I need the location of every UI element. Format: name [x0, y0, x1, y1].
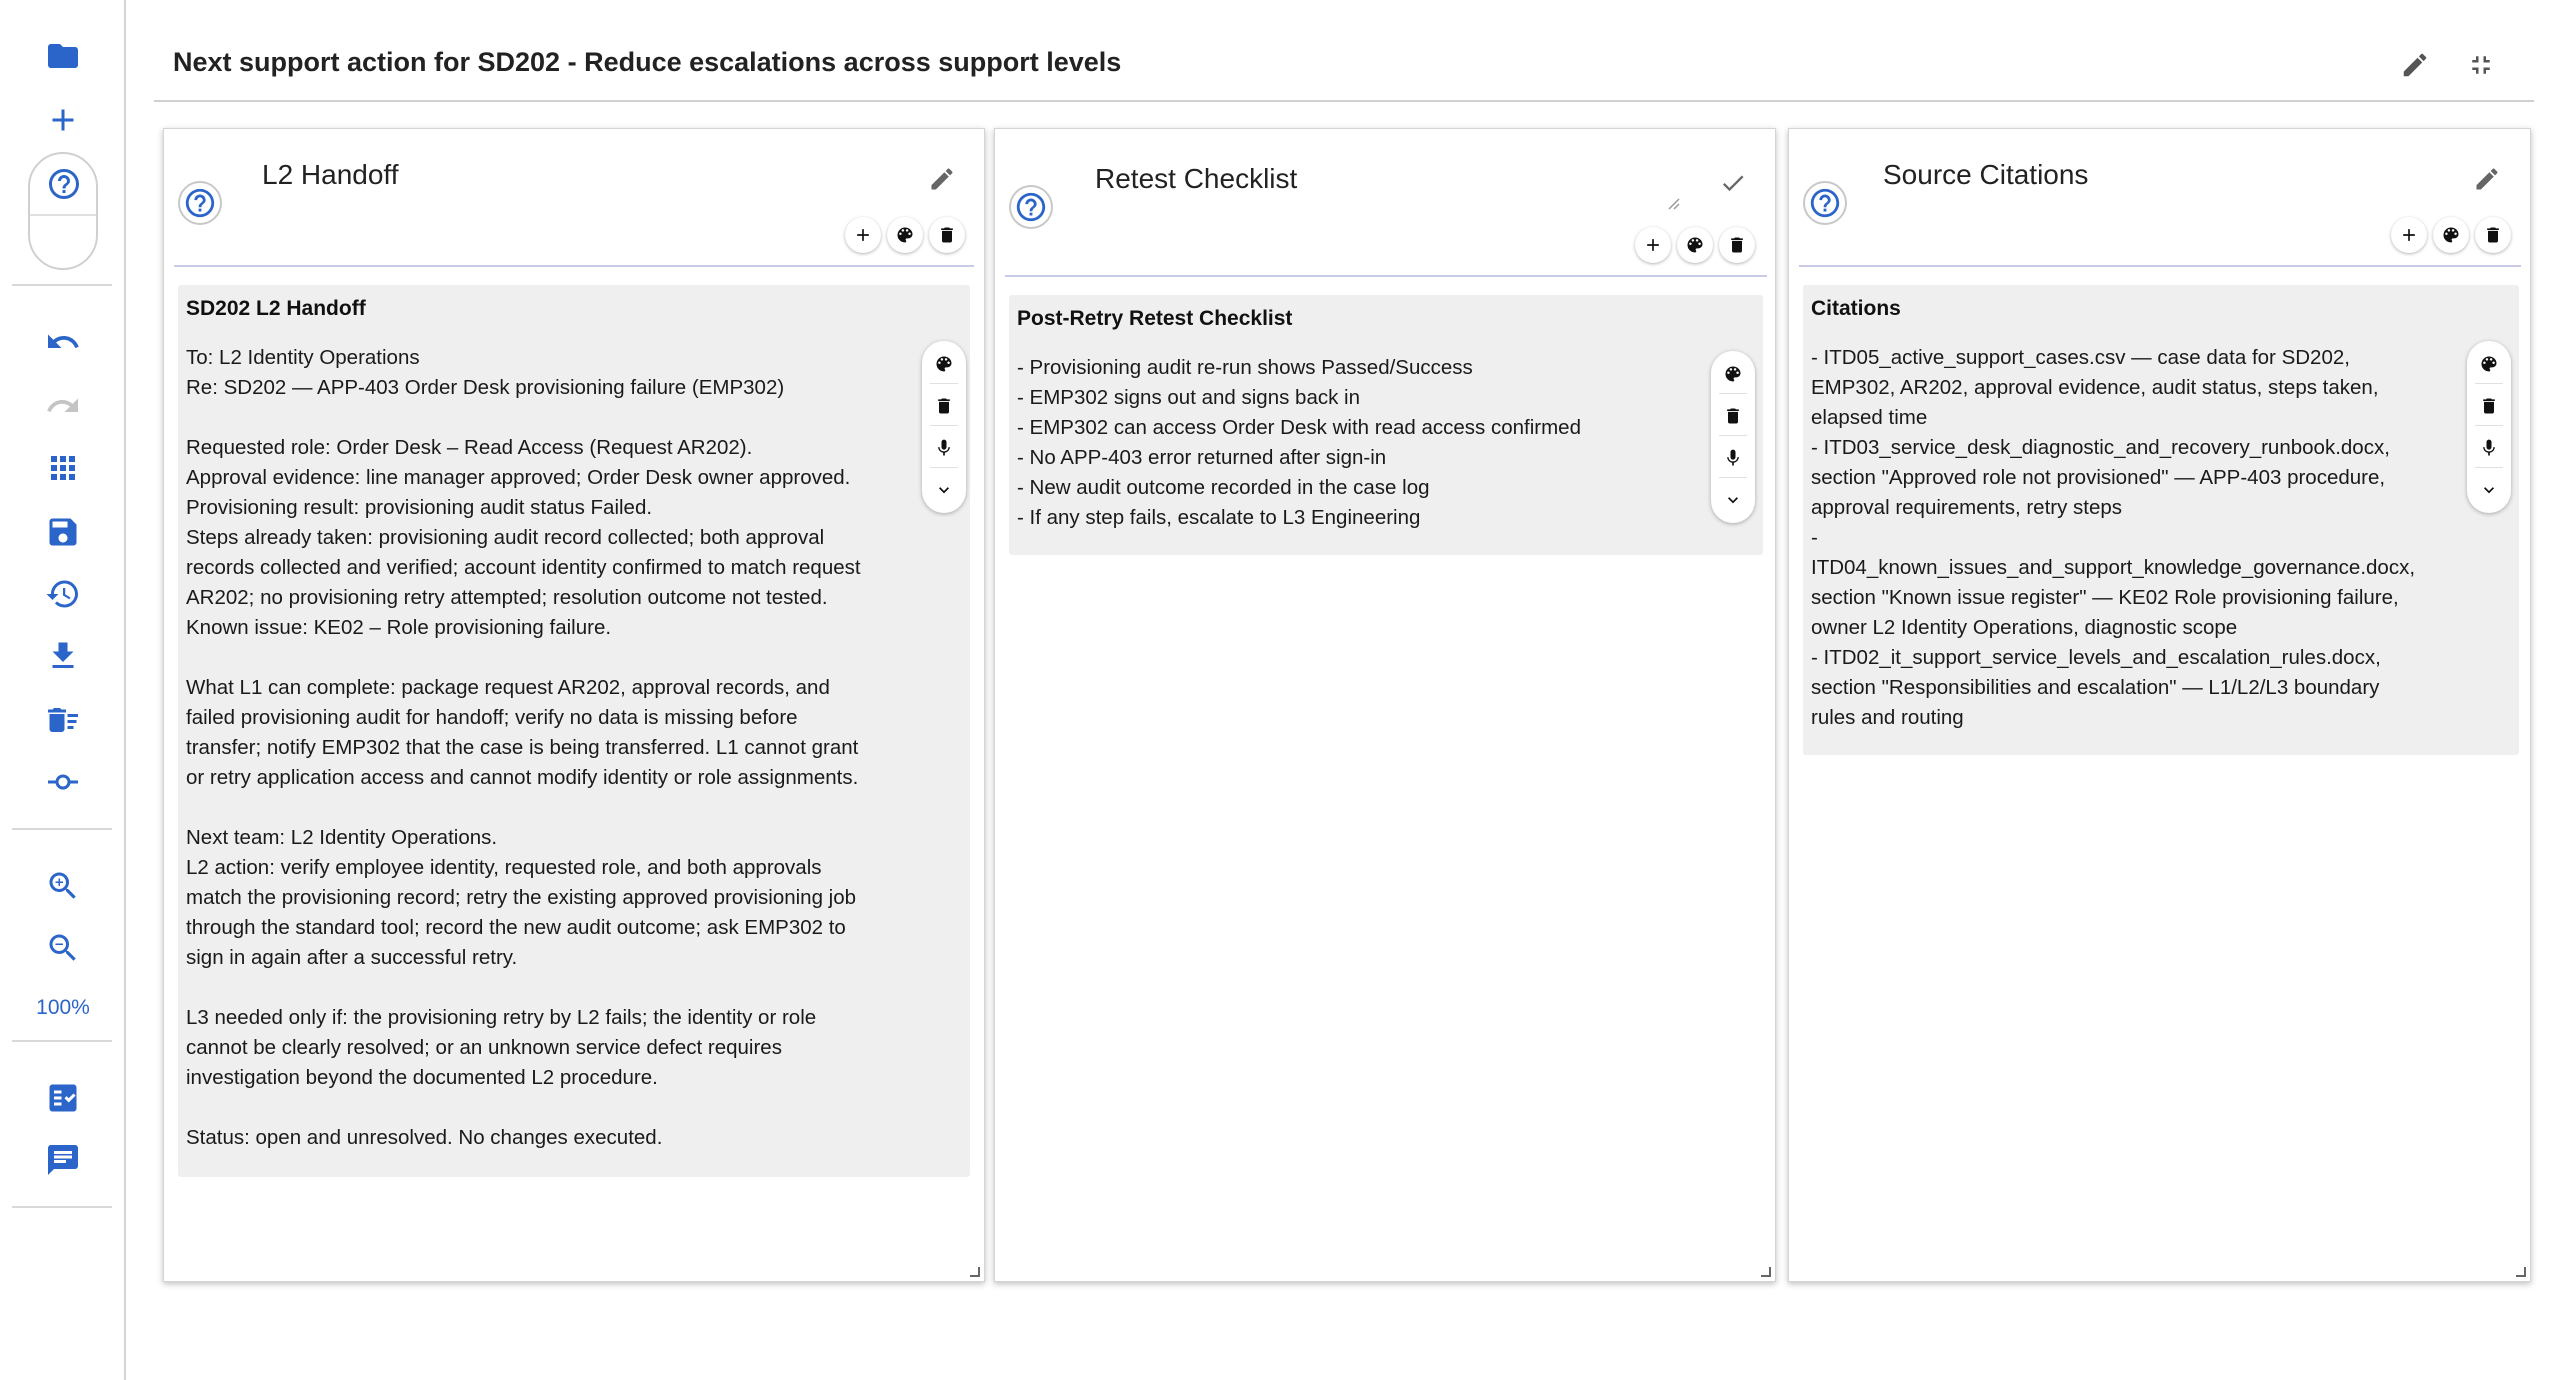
note-line: L3 needed only if: the provisioning retry by L2 fails; the identity or role — [186, 1006, 817, 1029]
note-body — [1017, 353, 1755, 533]
trash-icon — [934, 396, 954, 416]
toolbar-divider — [12, 284, 112, 286]
note-line: AR202; no provisioning retry attempted; resolution outcome not tested. — [186, 586, 828, 609]
pencil-icon — [928, 165, 956, 193]
note-float-toolbar — [1711, 351, 1755, 523]
text-resize-icon — [1667, 197, 1681, 211]
edit-card-button[interactable] — [2467, 159, 2507, 199]
note-line: Known issue: KE02 – Role provisioning failure. — [186, 616, 612, 639]
delete-note-button[interactable] — [2474, 391, 2504, 421]
pencil-icon — [2400, 50, 2430, 80]
note-float-toolbar — [922, 341, 966, 513]
note-citations[interactable] — [1803, 285, 2519, 755]
note-line: To: L2 Identity Operations — [186, 346, 420, 369]
comment-icon[interactable] — [31, 1134, 95, 1186]
note-title: Citations — [1811, 297, 1901, 320]
palette-icon — [1685, 235, 1705, 255]
chevron-down-icon — [2479, 480, 2499, 500]
palette-icon — [1723, 364, 1743, 384]
mic-icon — [1723, 448, 1743, 468]
add-note-button[interactable] — [845, 217, 881, 253]
note-retest-checklist[interactable] — [1009, 295, 1763, 555]
trash-icon — [937, 225, 957, 245]
chevron-down-icon — [934, 480, 954, 500]
note-title: SD202 L2 Handoff — [186, 297, 366, 320]
help-icon[interactable] — [1009, 185, 1053, 229]
trash-icon — [1723, 406, 1743, 426]
note-line: Next team: L2 Identity Operations. — [186, 826, 498, 849]
note-line: - ITD03_service_desk_diagnostic_and_recovery_runbook.docx, — [1811, 436, 2390, 459]
note-line: Re: SD202 — APP-403 Order Desk provisioning failure (EMP302) — [186, 376, 785, 399]
card-toolbar — [2391, 217, 2511, 253]
note-line: L2 action: verify employee identity, requested role, and both approvals — [186, 856, 822, 879]
note-line: records collected and verified; account identity confirmed to match request — [186, 556, 861, 579]
toolbar-divider — [12, 1206, 112, 1208]
note-line: - No APP-403 error returned after sign-in — [1017, 446, 1387, 469]
dictate-button[interactable] — [1718, 443, 1748, 473]
card-title: Retest Checklist — [1095, 163, 1298, 194]
note-line: rules and routing — [1811, 706, 1964, 729]
note-line: EMP302, AR202, approval evidence, audit status, steps taken, — [1811, 376, 2379, 399]
line-gap — [186, 643, 962, 673]
folder-icon[interactable] — [31, 30, 95, 82]
palette-icon — [895, 225, 915, 245]
note-line: Approval evidence: line manager approved; Order Desk owner approved. — [186, 466, 851, 489]
note-line: Requested role: Order Desk – Read Access (Request AR202). — [186, 436, 753, 459]
note-line: - Provisioning audit re-run shows Passed/Success — [1017, 356, 1473, 379]
edit-card-button[interactable] — [922, 159, 962, 199]
note-title: Post-Retry Retest Checklist — [1017, 307, 1293, 330]
note-line: - ITD05_active_support_cases.csv — case data for SD202, — [1811, 346, 2350, 369]
note-float-toolbar — [2467, 341, 2511, 513]
download-icon[interactable] — [31, 630, 95, 682]
note-line: investigation beyond the documented L2 procedure. — [186, 1066, 658, 1089]
commit-icon[interactable] — [31, 756, 95, 808]
note-line: cannot be clearly resolved; or an unknown service defect requires — [186, 1036, 782, 1059]
palette-icon — [2479, 354, 2499, 374]
zoom-level: 100% — [36, 996, 90, 1019]
expand-button[interactable] — [1718, 485, 1748, 515]
note-line: - EMP302 signs out and signs back in — [1017, 386, 1360, 409]
delete-card-button[interactable] — [1719, 227, 1755, 263]
toolbar-divider — [12, 1040, 112, 1042]
note-line: Steps already taken: provisioning audit record collected; both approval — [186, 526, 825, 549]
clear-all-icon[interactable] — [31, 694, 95, 746]
line-gap — [186, 793, 962, 823]
plus-icon[interactable] — [31, 94, 95, 146]
expand-button[interactable] — [929, 475, 959, 505]
note-line: match the provisioning record; retry the existing approved provisioning job — [186, 886, 857, 909]
note-body — [1811, 343, 2511, 733]
card-title: Source Citations — [1883, 159, 2089, 190]
board-header — [154, 30, 2534, 102]
note-line: Provisioning result: provisioning audit status Failed. — [186, 496, 653, 519]
help-icon[interactable] — [32, 158, 96, 210]
chevron-down-icon — [1723, 490, 1743, 510]
note-line: section "Approved role not provisioned" — APP-403 procedure, — [1811, 466, 2386, 489]
palette-button[interactable] — [2433, 217, 2469, 253]
line-gap — [186, 973, 962, 1003]
dictate-button[interactable] — [929, 433, 959, 463]
card-divider — [174, 265, 974, 267]
delete-note-button[interactable] — [1718, 401, 1748, 431]
palette-button[interactable] — [887, 217, 923, 253]
checklist-icon[interactable] — [31, 1072, 95, 1124]
check-icon — [1719, 169, 1747, 197]
help-pill — [28, 152, 98, 270]
palette-icon — [2441, 225, 2461, 245]
palette-button[interactable] — [1677, 227, 1713, 263]
edit-title-button[interactable] — [2394, 44, 2436, 86]
note-line: section "Known issue register" — KE02 Role provisioning failure, — [1811, 586, 2399, 609]
note-line: owner L2 Identity Operations, diagnostic scope — [1811, 616, 2238, 639]
palette-button[interactable] — [929, 349, 959, 379]
help-icon[interactable] — [1803, 181, 1847, 225]
mic-icon — [934, 438, 954, 458]
plus-icon — [2399, 225, 2419, 245]
zoom-out-icon[interactable] — [31, 922, 95, 974]
pill-divider — [30, 214, 96, 216]
note-line: failed provisioning audit for handoff; verify no data is missing before — [186, 706, 798, 729]
dictate-button[interactable] — [2474, 433, 2504, 463]
note-line: - If any step fails, escalate to L3 Engineering — [1017, 506, 1421, 529]
redo-icon[interactable] — [31, 380, 95, 432]
card-divider — [1005, 275, 1767, 277]
card-toolbar — [845, 217, 965, 253]
note-line: sign in again after a successful retry. — [186, 946, 518, 969]
note-line: Status: open and unresolved. No changes executed. — [186, 1126, 663, 1149]
card-toolbar — [1635, 227, 1755, 263]
note-body — [186, 343, 962, 1153]
collapse-icon — [2466, 50, 2496, 80]
resize-handle[interactable] — [1761, 1267, 1771, 1277]
card-l2-handoff — [163, 128, 985, 1282]
note-line: What L1 can complete: package request AR202, approval records, and — [186, 676, 830, 699]
left-toolbar — [0, 0, 126, 1380]
note-line: - New audit outcome recorded in the case log — [1017, 476, 1430, 499]
note-line: transfer; notify EMP302 that the case is being transferred. L1 cannot grant — [186, 736, 859, 759]
delete-note-button[interactable] — [929, 391, 959, 421]
add-note-button[interactable] — [2391, 217, 2427, 253]
trash-icon — [2479, 396, 2499, 416]
palette-button[interactable] — [2474, 349, 2504, 379]
help-icon[interactable] — [178, 181, 222, 225]
card-divider — [1799, 265, 2521, 267]
pencil-icon — [2473, 165, 2501, 193]
note-line: approval requirements, retry steps — [1811, 496, 2123, 519]
confirm-title-button[interactable] — [1713, 163, 1753, 203]
palette-icon — [934, 354, 954, 374]
card-retest-checklist — [994, 128, 1776, 1282]
note-line: through the standard tool; record the new audit outcome; ask EMP302 to — [186, 916, 846, 939]
note-line: - — [1811, 526, 1818, 549]
mic-icon — [2479, 438, 2499, 458]
card-source-citations — [1788, 128, 2531, 1282]
save-icon[interactable] — [31, 506, 95, 558]
card-title: L2 Handoff — [262, 159, 399, 190]
note-line: - ITD02_it_support_service_levels_and_escalation_rules.docx, — [1811, 646, 2381, 669]
toolbar-divider — [12, 828, 112, 830]
note-line: or retry application access and cannot modify identity or role assignments. — [186, 766, 859, 789]
collapse-button[interactable] — [2460, 44, 2502, 86]
note-line: - EMP302 can access Order Desk with read access confirmed — [1017, 416, 1581, 439]
line-gap — [186, 1093, 962, 1123]
resize-handle[interactable] — [2516, 1267, 2526, 1277]
undo-icon[interactable] — [31, 316, 95, 368]
add-note-button[interactable] — [1635, 227, 1671, 263]
note-l2-handoff[interactable] — [178, 285, 970, 1177]
note-line: ITD04_known_issues_and_support_knowledge_governance.docx, — [1811, 556, 2416, 579]
note-line: section "Responsibilities and escalation" — L1/L2/L3 boundary — [1811, 676, 2380, 699]
delete-card-button[interactable] — [2475, 217, 2511, 253]
line-gap — [186, 403, 962, 433]
apps-grid-icon[interactable] — [31, 442, 95, 494]
trash-icon — [2483, 225, 2503, 245]
resize-handle[interactable] — [970, 1267, 980, 1277]
plus-icon — [1643, 235, 1663, 255]
note-line: elapsed time — [1811, 406, 1928, 429]
expand-button[interactable] — [2474, 475, 2504, 505]
page-title: Next support action for SD202 - Reduce escalations across support levels — [173, 47, 1122, 77]
palette-button[interactable] — [1718, 359, 1748, 389]
trash-icon — [1727, 235, 1747, 255]
zoom-in-icon[interactable] — [31, 860, 95, 912]
delete-card-button[interactable] — [929, 217, 965, 253]
history-icon[interactable] — [31, 568, 95, 620]
plus-icon — [853, 225, 873, 245]
